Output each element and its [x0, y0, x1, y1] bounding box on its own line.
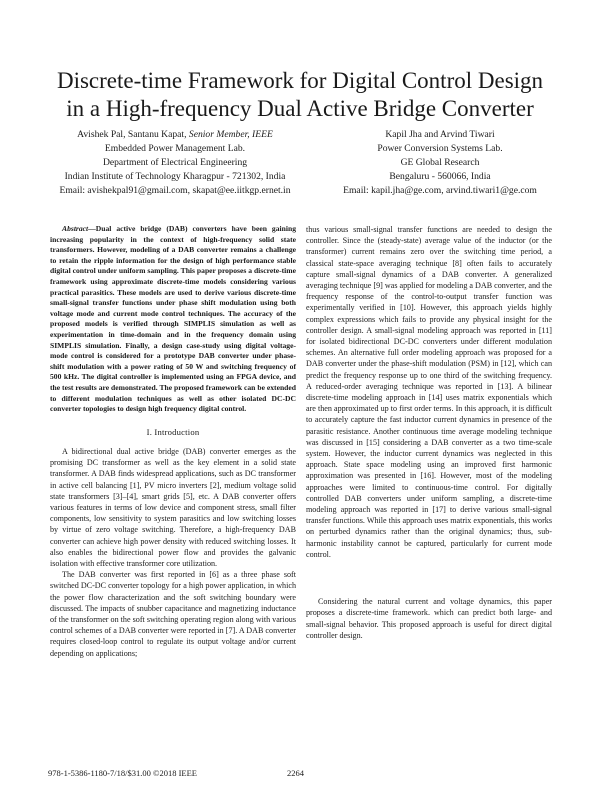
affiliation-lab-right: Power Conversion Systems Lab. — [377, 143, 503, 154]
affiliation-institute-left: Indian Institute of Technology Kharagpur - 721302, India — [64, 171, 286, 182]
email-left: Email: avishekpal91@gmail.com, skapat@ee.iitkgp.ernet.in — [59, 185, 291, 196]
page-number: 2264 — [287, 768, 304, 778]
author-role: Senior Member, IEEE — [188, 129, 273, 140]
paper-title-line-1: Discrete-time Framework for Digital Control Design — [56, 68, 544, 93]
paper-title-line-2: in a High-frequency Dual Active Bridge Converter — [66, 96, 534, 121]
affiliation-dept-left: Department of Electrical Engineering — [102, 157, 248, 168]
intro-paragraph-1: A bidirectional dual active bridge (DAB) converter emerges as the promising DC transformer as well as the key element in a solid state transformer. A DAB finds widespread applications, such as DC transformer in active cell balancing [1], PV micro inverters [2], medium voltage solid state transformers [3]–[4], smart grids [5], etc. A DAB converter offers various features in terms of low device and component stress, small filter components, low sensitivity to system parasitics and low switching losses by virtue of zero voltage switching. Therefore, a high-frequency DAB converter can achieve high power density with reduced switching losses. It also enables the bidirectional power flow and provides the galvanic isolation with effective transformer core utilization. — [50, 446, 296, 568]
author-names-left: Avishek Pal, Santanu Kapat, Senior Member, IEEE — [77, 129, 273, 140]
paragraph-gap — [306, 560, 552, 596]
author-block-right — [320, 128, 560, 198]
affiliation-lab-left: Embedded Power Management Lab. — [104, 143, 246, 154]
right-column — [306, 224, 552, 641]
section-heading-introduction: I. Introduction — [146, 426, 200, 437]
abstract-body: —Dual active bridge (DAB) converters have been gaining increasing popularity in the context of high-frequency solid state transformers. However, modeling of a DAB converter remains a challenge to retain the ripple information for the design of high performance stable digital control under uniform sampling. This paper proposes a discrete-time framework using approximate discrete-time models considering various practical parasitics. These models are used to derive various discrete-time small-signal transfer functions under phase shift modulation using both voltage mode and current mode control techniques. The accuracy of the proposed models is verified through SIMPLIS simulation as well as experimentation in time-domain and in the frequency domain using SIMPLIS simulation. Finally, a design case-study using digital voltage-mode control is considered for a prototype DAB converter under phase-shift modulation with a power rating of 50 W and switching frequency of 500 kHz. The digital controller is implemented using an FPGA device, and the test results are demonstrated. The proposed framework can be extended to different modulation techniques as well as other isolated DC-DC converter topologies to design high frequency digital control. — [50, 224, 296, 414]
abstract-lead: Abstract — [62, 224, 89, 233]
left-column — [50, 224, 296, 659]
affiliation-org-right: GE Global Research — [400, 157, 480, 168]
author-block-left — [40, 128, 310, 198]
abstract — [50, 224, 296, 415]
right-paragraph-2: Considering the natural current and voltage dynamics, this paper proposes a discrete-time framework. which can predict both large- and small-signal behavior. This proposed approach is useful for direct digital controller design. — [306, 597, 552, 640]
copyright-footer: 978-1-5386-1180-7/18/$31.00 ©2018 IEEE — [48, 768, 197, 778]
author-names-right: Kapil Jha and Arvind Tiwari — [385, 129, 495, 140]
right-paragraph-1: thus various small-signal transfer functions are needed to design the controller. Since the (steady-state) average value of the inductor (or the transformer) current remains zero over the switching time period, a classical state-space averaging technique [8] often fails to accurately capture small-signal dynamics of a DAB converter. A generalized averaging technique [9] was applied for modeling a DAB converter, and the frequency response of the control-to-output transfer function was experimentally verified in [10]. However, this approach yields highly complex expressions which fails to provide any physical insight for the controller design. A small-signal modeling approach was reported in [11] for isolated bidirectional DC-DC converters under different modulation schemes. An alternative full order modeling approach was proposed for a DAB converter under the phase-shift modulation (PSM) in [12], which can predict the frequency response up to one third of the switching frequency. A reduced-order averaging technique was reported in [13]. A bilinear discrete-time modeling approach in [14] uses matrix exponentials which are then approximated up to first order terms. In this approach, it is difficult to accurately capture the fast inductor current dynamics in presence of the parasitic resistance. Another continuous time average modeling technique was discussed in [15] considering a DAB converter as a two time-scale system. However, the inductor current dynamics was neglected in this approach. State space modeling using an improved first harmonic approximation was presented in [16]. However, most of the modeling approaches were limited to continuous-time control. For digitally controlled DAB converters under uniform sampling, a discrete-time modeling approach was reported in [17] to derive various small-signal transfer functions. While this approach uses matrix exponentials, this works on perturbed dynamics rather than the original dynamics; thus, sub-harmonic instability cannot be captured, particularly for current mode control. — [306, 225, 552, 559]
affiliation-city-right: Bengaluru - 560066, India — [389, 171, 491, 182]
intro-paragraph-2: The DAB converter was first reported in [6] as a three phase soft switched DC-DC converter topology for a high power application, in which the power flow characterization and the soft switching boundary were discussed. The impacts of snubber capacitance and magnetizing inductance of the transformer on the soft switching operating region along with various control schemes of a DAB converter were reported in [7]. A DAB converter requires closed-loop control to regulate its output voltage and/or current depending on applications; — [50, 570, 296, 658]
email-right: Email: kapil.jha@ge.com, arvind.tiwari1@ge.com — [343, 185, 537, 196]
